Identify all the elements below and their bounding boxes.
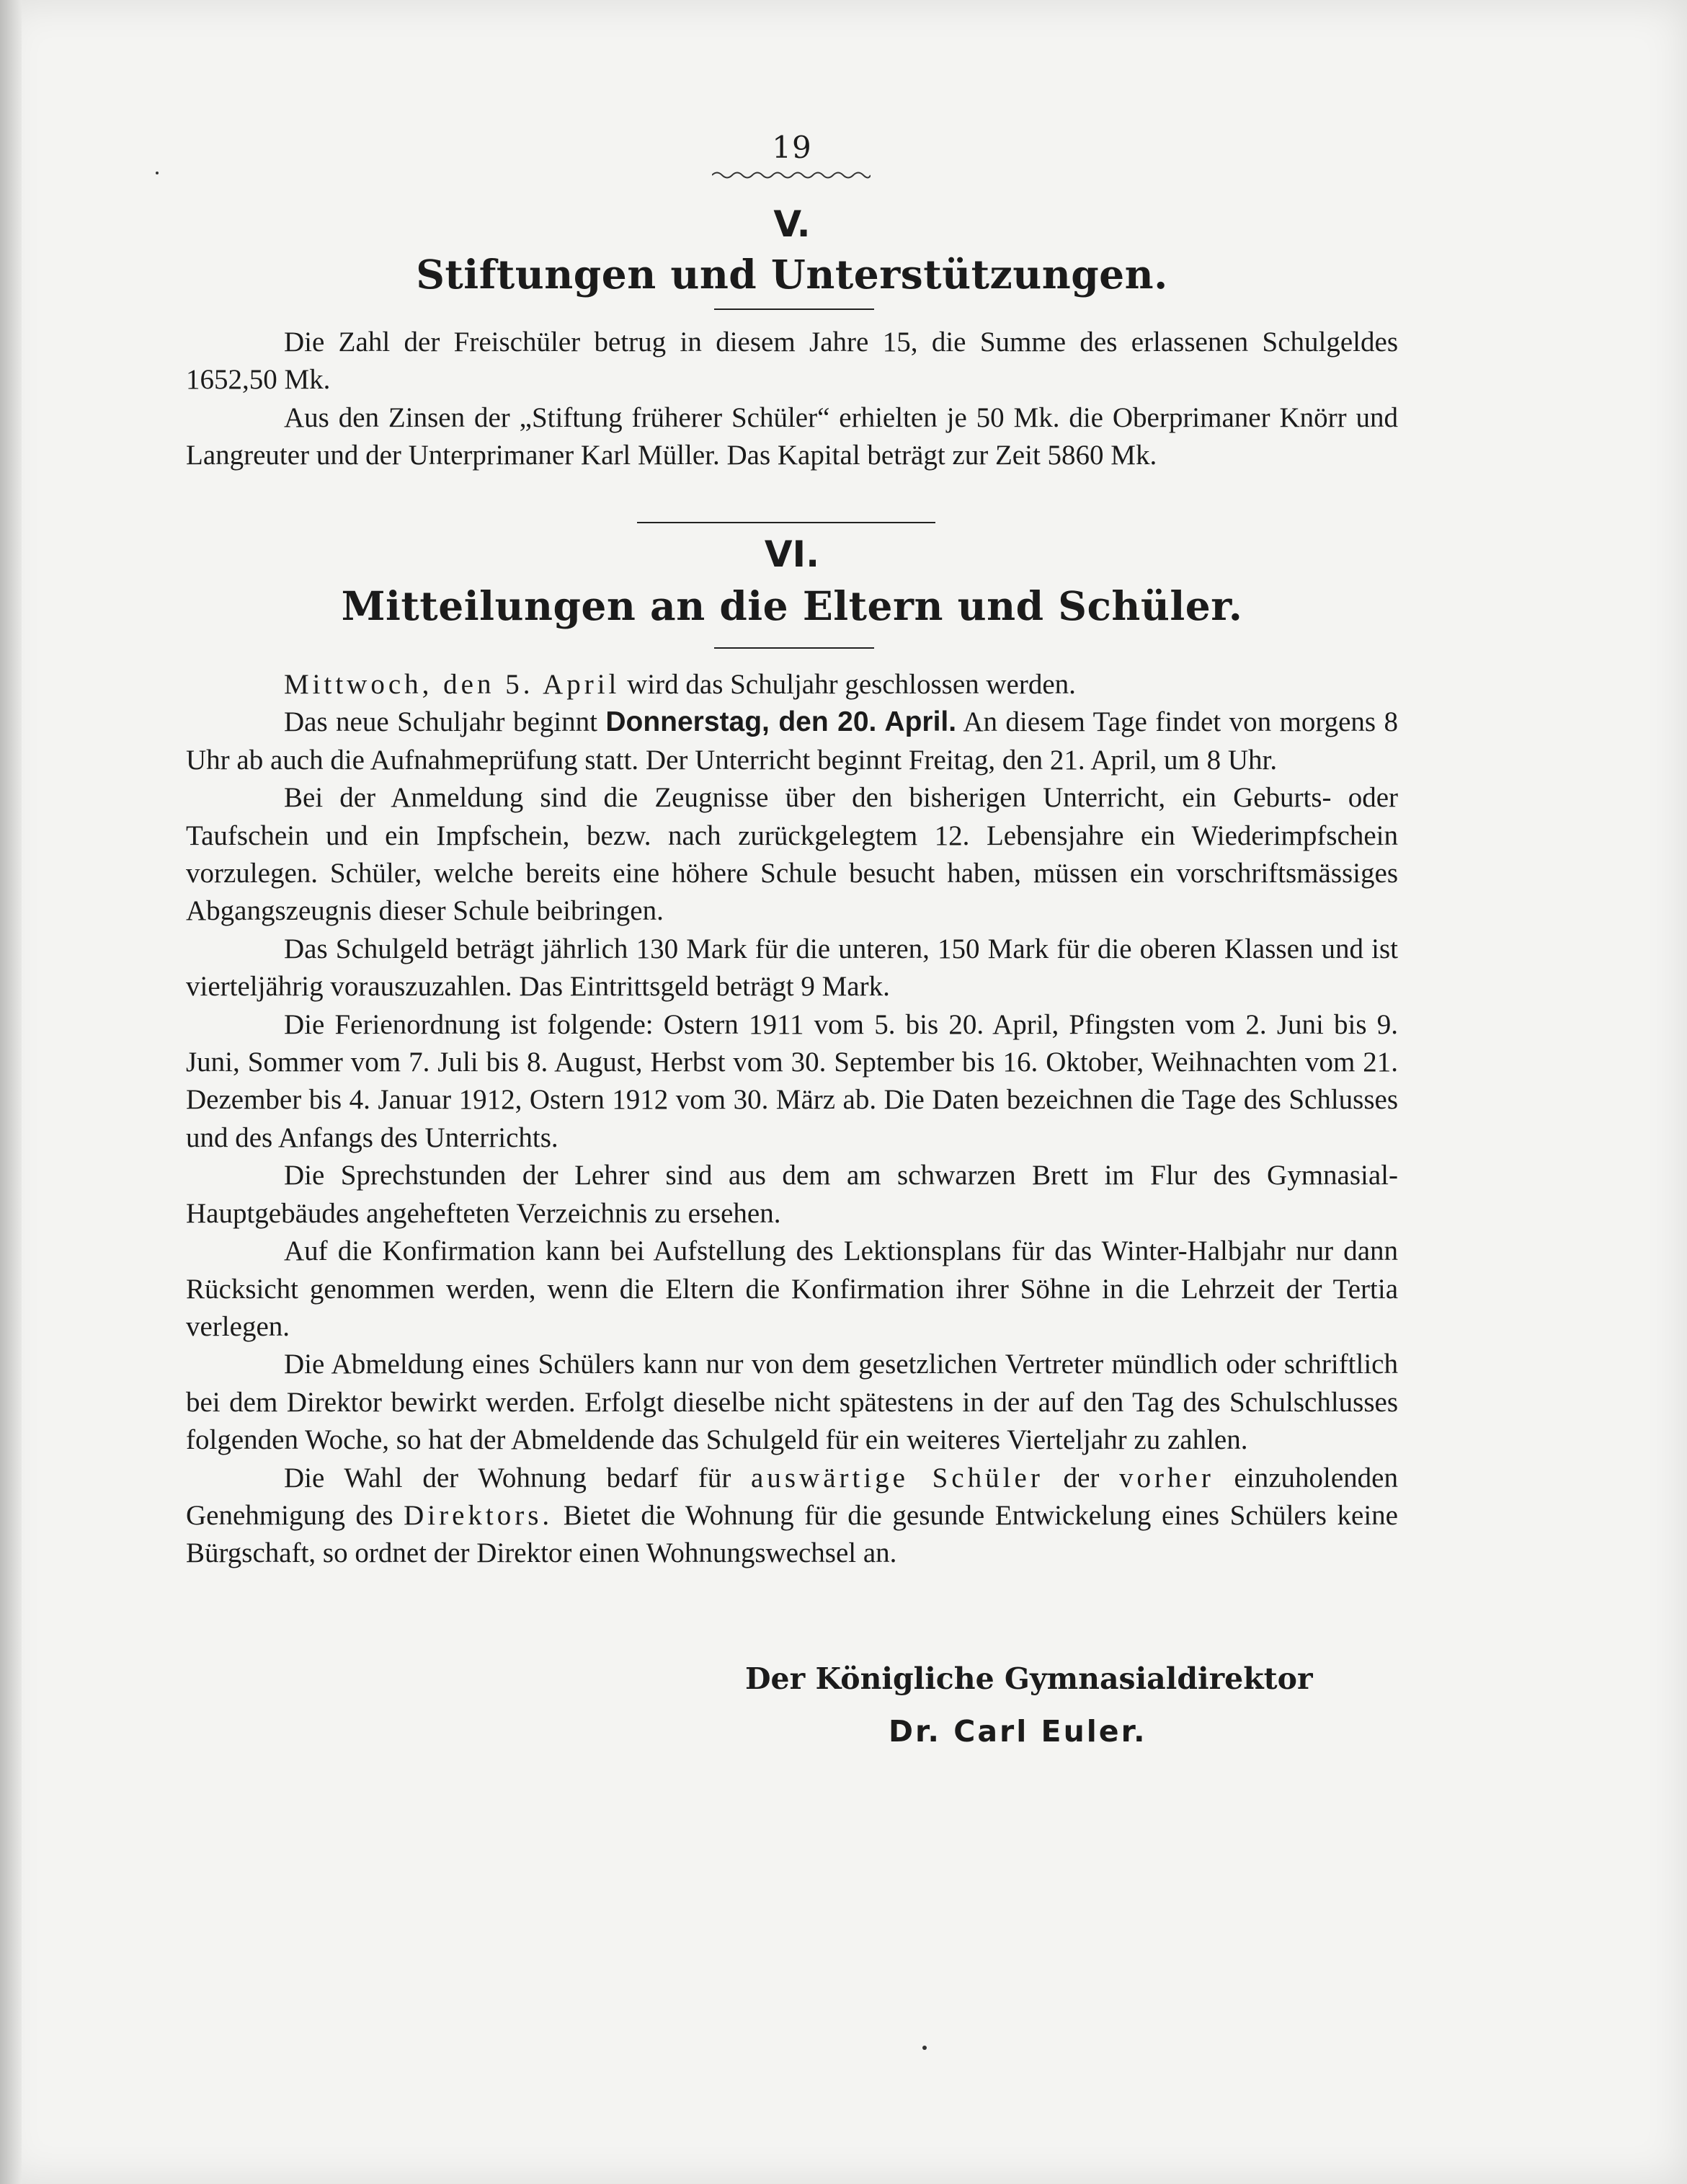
title-underline <box>714 647 874 649</box>
paragraph-deregistration: Die Abmeldung eines Schülers kann nur von dem gesetzlichen Vertreter mündlich oder schriftlich bei dem Direktor bewirkt werden. Erfolgt dieselbe nicht spätestens in der auf den Tag des Schulschlusses folgenden Woche, so hat der Abmeldende das Schulgeld für ein weiteres Vierteljahr zu zahlen. <box>186 1349 1398 1456</box>
paragraph-holidays: Die Ferienordnung ist folgende: Ostern 1911 vom 5. bis 20. April, Pfingsten vom 2. Juni bis 9. Juni, Sommer vom 7. Juli bis 8. August, Herbst vom 30. September bis 16. Oktober, Weihnachten vom 21. Dezember bis 4. Januar 1912, Ostern 1912 vom 30. März ab. Die Daten bezeichnen die Tage des Schlusses und des Anfangs des Unterrichts. <box>186 1008 1398 1153</box>
section-6-numeral: VI. <box>764 533 820 575</box>
text-run: der <box>1043 1462 1120 1493</box>
signature-title: Der Königliche Gymnasialdirektor <box>745 1661 1313 1696</box>
paragraph-office-hours: Die Sprechstunden der Lehrer sind aus dem am schwarzen Brett im Flur des Gymnasial-Hauptgebäudes angehefteten Verzeichnis zu ersehen. <box>186 1160 1398 1229</box>
text-run: Bietet die Wohnung für die gesunde Entwickelung eines Schülers keine Bürgschaft, so ordnet der Direktor einen Wohnungswechsel an. <box>186 1499 1398 1569</box>
text-run: Die Wahl der Wohnung bedarf für <box>284 1462 752 1493</box>
paragraph-new-year <box>186 703 1398 779</box>
section-5-title: Stiftungen und Unterstützungen. <box>416 251 1168 298</box>
section-5-numeral: V. <box>773 203 811 245</box>
text-run: An diesem Tage findet von morgens 8 Uhr ab auch die Aufnahmeprüfung statt. Der Unterricht beginnt Freitag, den 21. April, um 8 Uhr. <box>186 706 1398 776</box>
paragraph-closing <box>186 666 1398 703</box>
paragraph-housing <box>186 1460 1398 1573</box>
paragraph-confirmation: Auf die Konfirmation kann bei Aufstellung des Lektionsplans für das Winter-Halbjahr nur dann Rücksicht genommen werden, wenn die Eltern die Konfirmation ihrer Söhne in die Lehrzeit der Tertia verlegen. <box>186 1235 1398 1342</box>
text-run: wird das Schuljahr geschlossen werden. <box>620 669 1076 700</box>
emphasis-run: Direktors. <box>404 1499 553 1531</box>
paragraph: Aus den Zinsen der „Stiftung früherer Schüler“ erhielten je 50 Mk. die Oberprimaner Knörr und Langreuter und der Unterprimaner Karl Müller. Das Kapital beträgt zur Zeit 5860 Mk. <box>186 401 1398 471</box>
start-date: Donnerstag, den 20. April. <box>605 706 957 738</box>
section-6-title: Mitteilungen an die Eltern und Schüler. <box>341 582 1243 629</box>
dust-speck <box>922 2046 927 2050</box>
page-spine-shadow <box>0 0 22 2184</box>
signature-name: Dr. Carl Euler. <box>889 1714 1147 1749</box>
paragraph-registration: Bei der Anmeldung sind die Zeugnisse über den bisherigen Unterricht, ein Geburts- oder Taufschein und ein Impfschein, bezw. nach zurückgelegtem 12. Lebensjahre ein Wiederimpfschein vorzulegen. Schüler, welche bereits eine höhere Schule besucht haben, müssen ein vorschriftsmässiges Abgangszeugnis dieser Schule beibringen. <box>186 782 1398 927</box>
dust-speck <box>156 172 159 174</box>
section-5-body <box>186 324 1398 475</box>
closing-date: Mittwoch, den 5. April <box>284 669 620 700</box>
text-run: Das neue Schuljahr beginnt <box>284 706 606 738</box>
emphasis-run: vorher <box>1119 1462 1214 1493</box>
emphasis-run: auswärtige Schüler <box>751 1462 1043 1493</box>
page-number: 19 <box>772 130 812 165</box>
wavy-ornament <box>712 170 871 180</box>
title-underline <box>714 308 874 310</box>
section-divider <box>637 522 935 523</box>
text-run: einzuholenden Genehmigung des <box>186 1462 1398 1531</box>
paragraph: Die Zahl der Freischüler betrug in diesem Jahre 15, die Summe des erlassenen Schulgeldes 1652,50 Mk. <box>186 327 1398 396</box>
paragraph-fees: Das Schulgeld beträgt jährlich 130 Mark für die unteren, 150 Mark für die oberen Klassen und ist vierteljährig vorauszuzahlen. Das Eintrittsgeld beträgt 9 Mark. <box>186 933 1398 1003</box>
section-6-body <box>186 666 1398 1573</box>
